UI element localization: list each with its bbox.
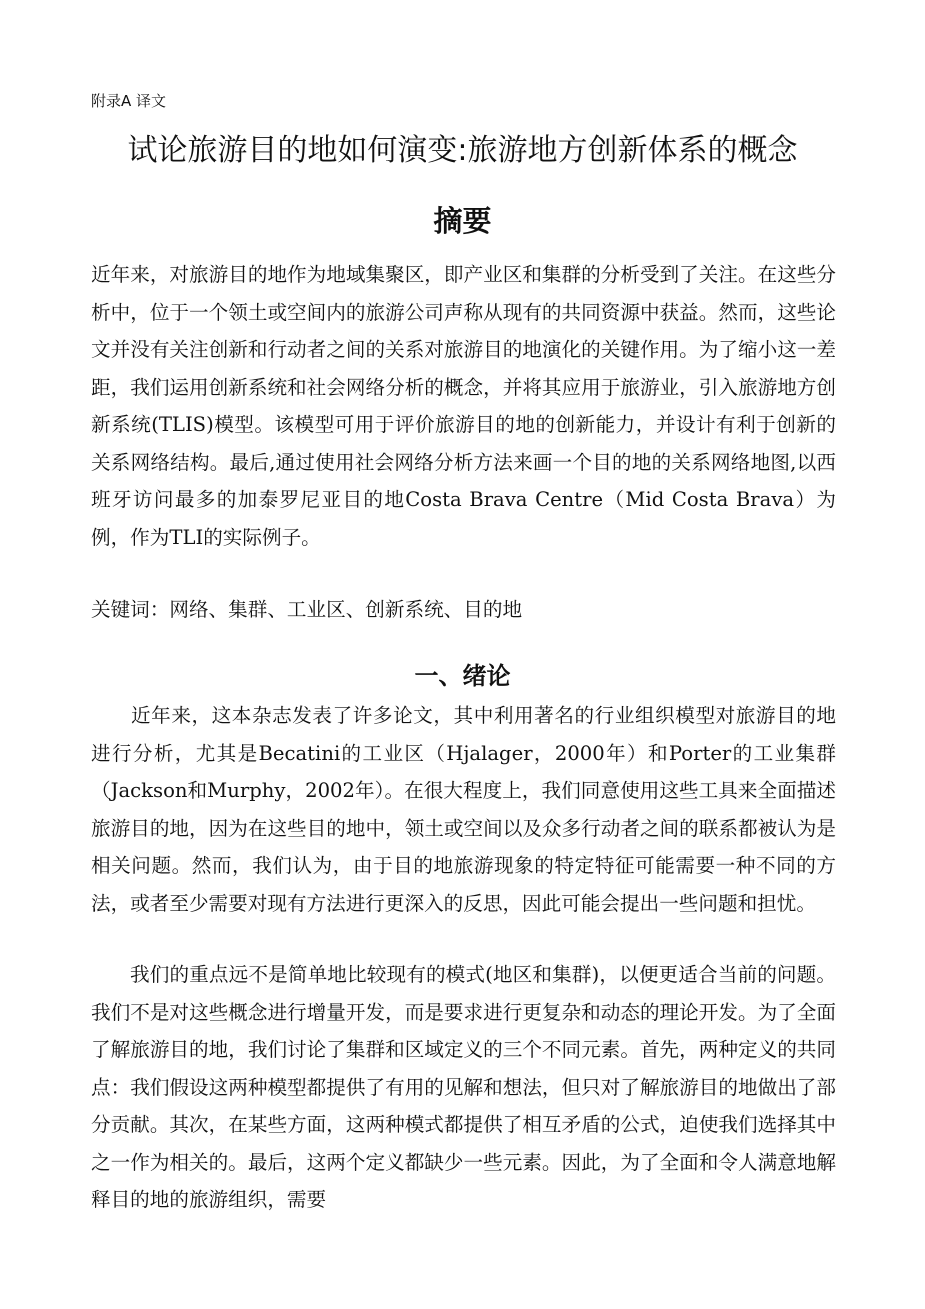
introduction-paragraph-2: 我们的重点远不是简单地比较现有的模式(地区和集群)，以便更适合当前的问题。我们不是对这些概念进行增量开发，而是要求进行更复杂和动态的理论开发。为了全面了解旅游目的地，我们讨论了集群和区域定义的三个不同元素。首先，两种定义的共同点：我们假设这两种模型都提供了有用的见解和想法，但只对了解旅游目的地做出了部分贡献。其次，在某些方面，这两种模式都提供了相互矛盾的公式，迫使我们选择其中之一作为相关的。最后，这两个定义都缺少一些元素。因此，为了全面和令人满意地解释目的地的旅游组织，需要	[91, 963, 836, 1211]
abstract-body: 近年来，对旅游目的地作为地域集聚区，即产业区和集群的分析受到了关注。在这些分析中，位于一个领土或空间内的旅游公司声称从现有的共同资源中获益。然而，这些论文并没有关注创新和行动者之间的关系对旅游目的地演化的关键作用。为了缩小这一差距，我们运用创新系统和社会网络分析的概念，并将其应用于旅游业，引入旅游地方创新系统(TLIS)模型。该模型可用于评价旅游目的地的创新能力，并设计有利于创新的关系网络结构。最后,通过使用社会网络分析方法来画一个目的地的关系网络地图,以西班牙访问最多的加泰罗尼亚目的地Costa Brava Centre（Mid Costa Brava）为例，作为TLI的实际例子。	[91, 263, 836, 549]
introduction-heading: 一、绪论	[414, 662, 511, 690]
paper-title: 试论旅游目的地如何演变:旅游地方创新体系的概念	[127, 133, 798, 168]
keywords-line: 关键词：网络、集群、工业区、创新系统、目的地	[91, 598, 523, 621]
appendix-label: 附录A 译文	[91, 92, 167, 110]
introduction-paragraph-1: 近年来，这本杂志发表了许多论文，其中利用著名的行业组织模型对旅游目的地进行分析，尤其是Becatini的工业区（Hjalager，2000年）和Porter的工业集群（Jackson和Murphy，2002年）。在很大程度上，我们同意使用这些工具来全面描述旅游目的地，因为在这些目的地中，领土或空间以及众多行动者之间的联系都被认为是相关问题。然而，我们认为，由于目的地旅游现象的特定特征可能需要一种不同的方法，或者至少需要对现有方法进行更深入的反思，因此可能会提出一些问题和担忧。	[91, 704, 836, 915]
abstract-heading: 摘要	[433, 204, 492, 238]
